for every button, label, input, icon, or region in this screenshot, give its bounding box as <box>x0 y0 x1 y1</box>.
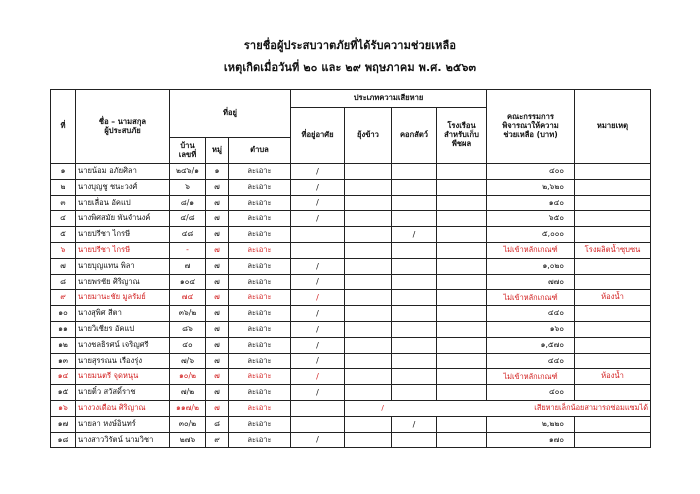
tambon: ละเอาะ <box>229 416 291 432</box>
rice-barn-mark <box>345 321 392 337</box>
table-row <box>51 195 651 211</box>
table-row <box>51 321 651 337</box>
table-row <box>51 385 651 401</box>
header-rice-barn: ยุ้งข้าว <box>345 108 392 164</box>
tambon: ละเอาะ <box>229 369 291 385</box>
rice-barn-mark <box>345 306 392 322</box>
remark: ห้องน้ำ <box>575 290 651 306</box>
tambon: ละเอาะ <box>229 164 291 180</box>
moo: ๙ <box>206 432 229 448</box>
animal-pen-mark <box>392 353 437 369</box>
tambon: ละเอาะ <box>229 242 291 258</box>
remark <box>575 227 651 243</box>
remark <box>575 353 651 369</box>
header-committee: คณะกรรมการ พิจารณาให้ความ ช่วยเหลือ (บาท) <box>487 90 575 164</box>
house-number: ๑๐/๒ <box>170 369 206 385</box>
table-row <box>51 179 651 195</box>
home-damage-mark: / <box>291 179 345 195</box>
table-row <box>51 211 651 227</box>
row-number: ๑ <box>51 164 76 180</box>
assistance-amount: ๔๔๐ <box>487 306 575 322</box>
header-animal-pen: คอกสัตว์ <box>392 108 437 164</box>
assistance-amount: ๑๖๐ <box>487 321 575 337</box>
table-row <box>51 432 651 448</box>
storehouse-mark <box>437 385 487 401</box>
row-number: ๑๗ <box>51 416 76 432</box>
home-damage-mark: / <box>291 211 345 227</box>
moo: ๗ <box>206 385 229 401</box>
table-row <box>51 164 651 180</box>
victim-name: นางชลธิรศน์ เจริญศรี <box>76 337 170 353</box>
tambon: ละเอาะ <box>229 353 291 369</box>
home-damage-mark: / <box>291 195 345 211</box>
moo: ๗ <box>206 211 229 227</box>
document-subtitle: เหตุเกิดเมื่อวันที่ ๒๐ และ ๒๙ พฤษภาคม พ.ศ. ๒๕๖๓ <box>223 61 477 74</box>
moo: ๑ <box>206 164 229 180</box>
moo: ๗ <box>206 337 229 353</box>
table-row <box>51 258 651 274</box>
rice-barn-mark: / <box>381 403 384 413</box>
storehouse-mark <box>437 227 487 243</box>
house-number: ๗/๖ <box>170 353 206 369</box>
assistance-note: ไม่เข้าหลักเกณฑ์ <box>487 242 575 258</box>
assistance-note-text: เสียหายเล็กน้อยสามารถซ่อมแซมได้ <box>534 403 648 413</box>
moo: ๗ <box>206 227 229 243</box>
animal-pen-mark <box>392 290 437 306</box>
house-number: ๗ <box>170 258 206 274</box>
storehouse-mark <box>437 195 487 211</box>
house-number: ๘๖ <box>170 321 206 337</box>
victim-name: นายปรีชา ไกรษี <box>76 227 170 243</box>
storehouse-mark <box>437 432 487 448</box>
tambon: ละเอาะ <box>229 400 291 416</box>
house-number: ๔๐ <box>170 337 206 353</box>
home-damage-mark: / <box>291 385 345 401</box>
storehouse-mark <box>437 321 487 337</box>
victim-name: นายมานะชัย มูลรัมย์ <box>76 290 170 306</box>
row-number: ๑๐ <box>51 306 76 322</box>
header-damage-type: ประเภทความเสียหาย <box>291 90 487 108</box>
tambon: ละเอาะ <box>229 274 291 290</box>
assistance-amount: ๑๗๐ <box>487 432 575 448</box>
remark <box>575 258 651 274</box>
tambon: ละเอาะ <box>229 290 291 306</box>
moo: ๗ <box>206 369 229 385</box>
victim-name: นายเลื่อน อัคแป <box>76 195 170 211</box>
moo: ๗ <box>206 321 229 337</box>
tambon: ละเอาะ <box>229 211 291 227</box>
storehouse-mark <box>437 306 487 322</box>
storehouse-mark <box>437 274 487 290</box>
animal-pen-mark <box>392 274 437 290</box>
house-number: ๑๐๔ <box>170 274 206 290</box>
victims-table <box>50 89 651 448</box>
assistance-amount: ๖๕๐ <box>487 211 575 227</box>
tambon: ละเอาะ <box>229 321 291 337</box>
header-address: ที่อยู่ <box>170 90 291 138</box>
victim-name: นางบุญชู ชนะวงศ์ <box>76 179 170 195</box>
row-number: ๗ <box>51 258 76 274</box>
victim-name: นายสุรรณน เรืองรุ่ง <box>76 353 170 369</box>
moo: ๗ <box>206 195 229 211</box>
table-row <box>51 353 651 369</box>
row-number: ๑๔ <box>51 369 76 385</box>
victim-name: นางสาววิรัตน์ นามวิชา <box>76 432 170 448</box>
row-number: ๑๒ <box>51 337 76 353</box>
victim-name: นายมนตรี จุดหนุน <box>76 369 170 385</box>
victim-name: นายติ๋ว สวัสดิ์ราช <box>76 385 170 401</box>
victim-name: นายปรีชา ไกรษี <box>76 242 170 258</box>
moo: ๗ <box>206 306 229 322</box>
header-remark: หมายเหตุ <box>575 90 651 164</box>
row-number: ๖ <box>51 242 76 258</box>
tambon: ละเอาะ <box>229 258 291 274</box>
storehouse-mark <box>437 258 487 274</box>
animal-pen-mark <box>392 369 437 385</box>
moo: ๗ <box>206 353 229 369</box>
remark <box>575 321 651 337</box>
table-row <box>51 369 651 385</box>
table-row <box>51 227 651 243</box>
moo: ๗ <box>206 258 229 274</box>
storehouse-mark <box>437 242 487 258</box>
tambon: ละเอาะ <box>229 306 291 322</box>
animal-pen-mark: / <box>392 227 437 243</box>
row-number: ๑๖ <box>51 400 76 416</box>
victim-name: นางพิศสมัย พันจำนงค์ <box>76 211 170 227</box>
table-row <box>51 274 651 290</box>
row-number: ๙ <box>51 290 76 306</box>
animal-pen-mark <box>392 385 437 401</box>
moo: ๗ <box>206 242 229 258</box>
animal-pen-mark <box>392 179 437 195</box>
remark <box>575 195 651 211</box>
table-row <box>51 306 651 322</box>
home-damage-mark: / <box>291 306 345 322</box>
victim-name: นายน้อม อภัยศิลา <box>76 164 170 180</box>
assistance-amount: ๒,๒๒๐ <box>487 416 575 432</box>
house-number: ๖ <box>170 179 206 195</box>
animal-pen-mark <box>392 195 437 211</box>
document-title: รายชื่อผู้ประสบวาตภัยที่ได้รับความช่วยเหลือ <box>243 39 457 52</box>
assistance-note <box>345 400 651 416</box>
assistance-amount: ๑,๐๒๐ <box>487 258 575 274</box>
home-damage-mark: / <box>291 274 345 290</box>
victim-name: นางสุพิศ สีตา <box>76 306 170 322</box>
home-damage-mark: / <box>291 432 345 448</box>
remark <box>575 179 651 195</box>
house-number: ๘/๑ <box>170 195 206 211</box>
house-number: ๔๘ <box>170 227 206 243</box>
animal-pen-mark <box>392 321 437 337</box>
home-damage-mark: / <box>291 258 345 274</box>
tambon: ละเอาะ <box>229 179 291 195</box>
animal-pen-mark <box>392 306 437 322</box>
assistance-note: ไม่เข้าหลักเกณฑ์ <box>487 290 575 306</box>
row-number: ๔ <box>51 211 76 227</box>
rice-barn-mark <box>345 290 392 306</box>
rice-barn-mark <box>345 242 392 258</box>
remark <box>575 337 651 353</box>
storehouse-mark <box>437 369 487 385</box>
rice-barn-mark <box>345 258 392 274</box>
tambon: ละเอาะ <box>229 337 291 353</box>
victim-name: นายพรชัย ศิริญาณ <box>76 274 170 290</box>
home-damage-mark <box>291 416 345 432</box>
assistance-amount: ๗๗๐ <box>487 274 575 290</box>
remark <box>575 306 651 322</box>
moo: ๗ <box>206 179 229 195</box>
rice-barn-mark <box>345 416 392 432</box>
rice-barn-mark <box>345 385 392 401</box>
assistance-amount: ๔๐๐ <box>487 385 575 401</box>
moo: ๗ <box>206 400 229 416</box>
rice-barn-mark <box>345 211 392 227</box>
victim-name: นางวงเดือน ศิริญาณ <box>76 400 170 416</box>
table-row <box>51 416 651 432</box>
remark: ห้องน้ำ <box>575 369 651 385</box>
tambon: ละเอาะ <box>229 432 291 448</box>
house-number: ๓๖/๒ <box>170 306 206 322</box>
rice-barn-mark <box>345 337 392 353</box>
home-damage-mark <box>291 242 345 258</box>
tambon: ละเอาะ <box>229 195 291 211</box>
home-damage-mark: / <box>291 290 345 306</box>
header-moo: หมู่ <box>206 138 229 164</box>
assistance-amount: ๔๐๐ <box>487 164 575 180</box>
remark <box>575 432 651 448</box>
house-number: ๑๑๗/๒ <box>170 400 206 416</box>
row-number: ๑๓ <box>51 353 76 369</box>
assistance-amount: ๕,๐๐๐ <box>487 227 575 243</box>
table-row <box>51 290 651 306</box>
animal-pen-mark: / <box>392 416 437 432</box>
remark <box>575 164 651 180</box>
home-damage-mark <box>291 400 345 416</box>
assistance-amount: ๑,๕๗๐ <box>487 337 575 353</box>
header-house-no: บ้าน เลขที่ <box>170 138 206 164</box>
home-damage-mark: / <box>291 321 345 337</box>
row-number: ๓ <box>51 195 76 211</box>
victim-name: นายวิเชียร อัคแป <box>76 321 170 337</box>
rice-barn-mark <box>345 227 392 243</box>
assistance-amount: ๑๔๐ <box>487 195 575 211</box>
tambon: ละเอาะ <box>229 385 291 401</box>
home-damage-mark: / <box>291 337 345 353</box>
row-number: ๘ <box>51 274 76 290</box>
house-number: ๗๔ <box>170 290 206 306</box>
moo: ๘ <box>206 416 229 432</box>
header-storehouse: โรงเรือน สำหรับเก็บ พืชผล <box>437 108 487 164</box>
row-number: ๕ <box>51 227 76 243</box>
home-damage-mark: / <box>291 164 345 180</box>
storehouse-mark <box>437 179 487 195</box>
table-row <box>51 242 651 258</box>
storehouse-mark <box>437 416 487 432</box>
rice-barn-mark <box>345 274 392 290</box>
animal-pen-mark <box>392 164 437 180</box>
tambon: ละเอาะ <box>229 227 291 243</box>
rice-barn-mark <box>345 432 392 448</box>
header-name: ชื่อ – นามสกุล ผู้ประสบภัย <box>76 90 170 164</box>
rice-barn-mark <box>345 195 392 211</box>
rice-barn-mark <box>345 353 392 369</box>
home-damage-mark: / <box>291 369 345 385</box>
row-number: ๑๕ <box>51 385 76 401</box>
home-damage-mark: / <box>291 353 345 369</box>
house-number: ๒๗๖ <box>170 432 206 448</box>
rice-barn-mark <box>345 164 392 180</box>
animal-pen-mark <box>392 258 437 274</box>
row-number: ๑๑ <box>51 321 76 337</box>
victim-name: นายบุญแทน พิลา <box>76 258 170 274</box>
house-number: - <box>170 242 206 258</box>
animal-pen-mark <box>392 337 437 353</box>
house-number: ๔/๘ <box>170 211 206 227</box>
victim-name: นายลา หงษ์อินทร์ <box>76 416 170 432</box>
storehouse-mark <box>437 164 487 180</box>
house-number: ๗/๒ <box>170 385 206 401</box>
row-number: ๒ <box>51 179 76 195</box>
storehouse-mark <box>437 211 487 227</box>
remark <box>575 274 651 290</box>
assistance-amount: ๔๔๐ <box>487 353 575 369</box>
assistance-note: ไม่เข้าหลักเกณฑ์ <box>487 369 575 385</box>
house-number: ๓๐/๒ <box>170 416 206 432</box>
table-row <box>51 400 651 416</box>
row-number: ๑๘ <box>51 432 76 448</box>
remark <box>575 416 651 432</box>
moo: ๗ <box>206 290 229 306</box>
header-tambon: ตำบล <box>229 138 291 164</box>
home-damage-mark <box>291 227 345 243</box>
remark <box>575 385 651 401</box>
storehouse-mark <box>437 290 487 306</box>
header-no: ที่ <box>51 90 76 164</box>
rice-barn-mark <box>345 369 392 385</box>
table-row <box>51 337 651 353</box>
remark: โรงผลิตน้ำซุบซน <box>575 242 651 258</box>
animal-pen-mark <box>392 432 437 448</box>
moo: ๗ <box>206 274 229 290</box>
assistance-amount: ๒,๖๒๐ <box>487 179 575 195</box>
animal-pen-mark <box>392 211 437 227</box>
remark <box>575 211 651 227</box>
animal-pen-mark <box>392 242 437 258</box>
header-home: ที่อยู่อาศัย <box>291 108 345 164</box>
storehouse-mark <box>437 353 487 369</box>
rice-barn-mark <box>345 179 392 195</box>
house-number: ๒๔๖/๑ <box>170 164 206 180</box>
storehouse-mark <box>437 337 487 353</box>
